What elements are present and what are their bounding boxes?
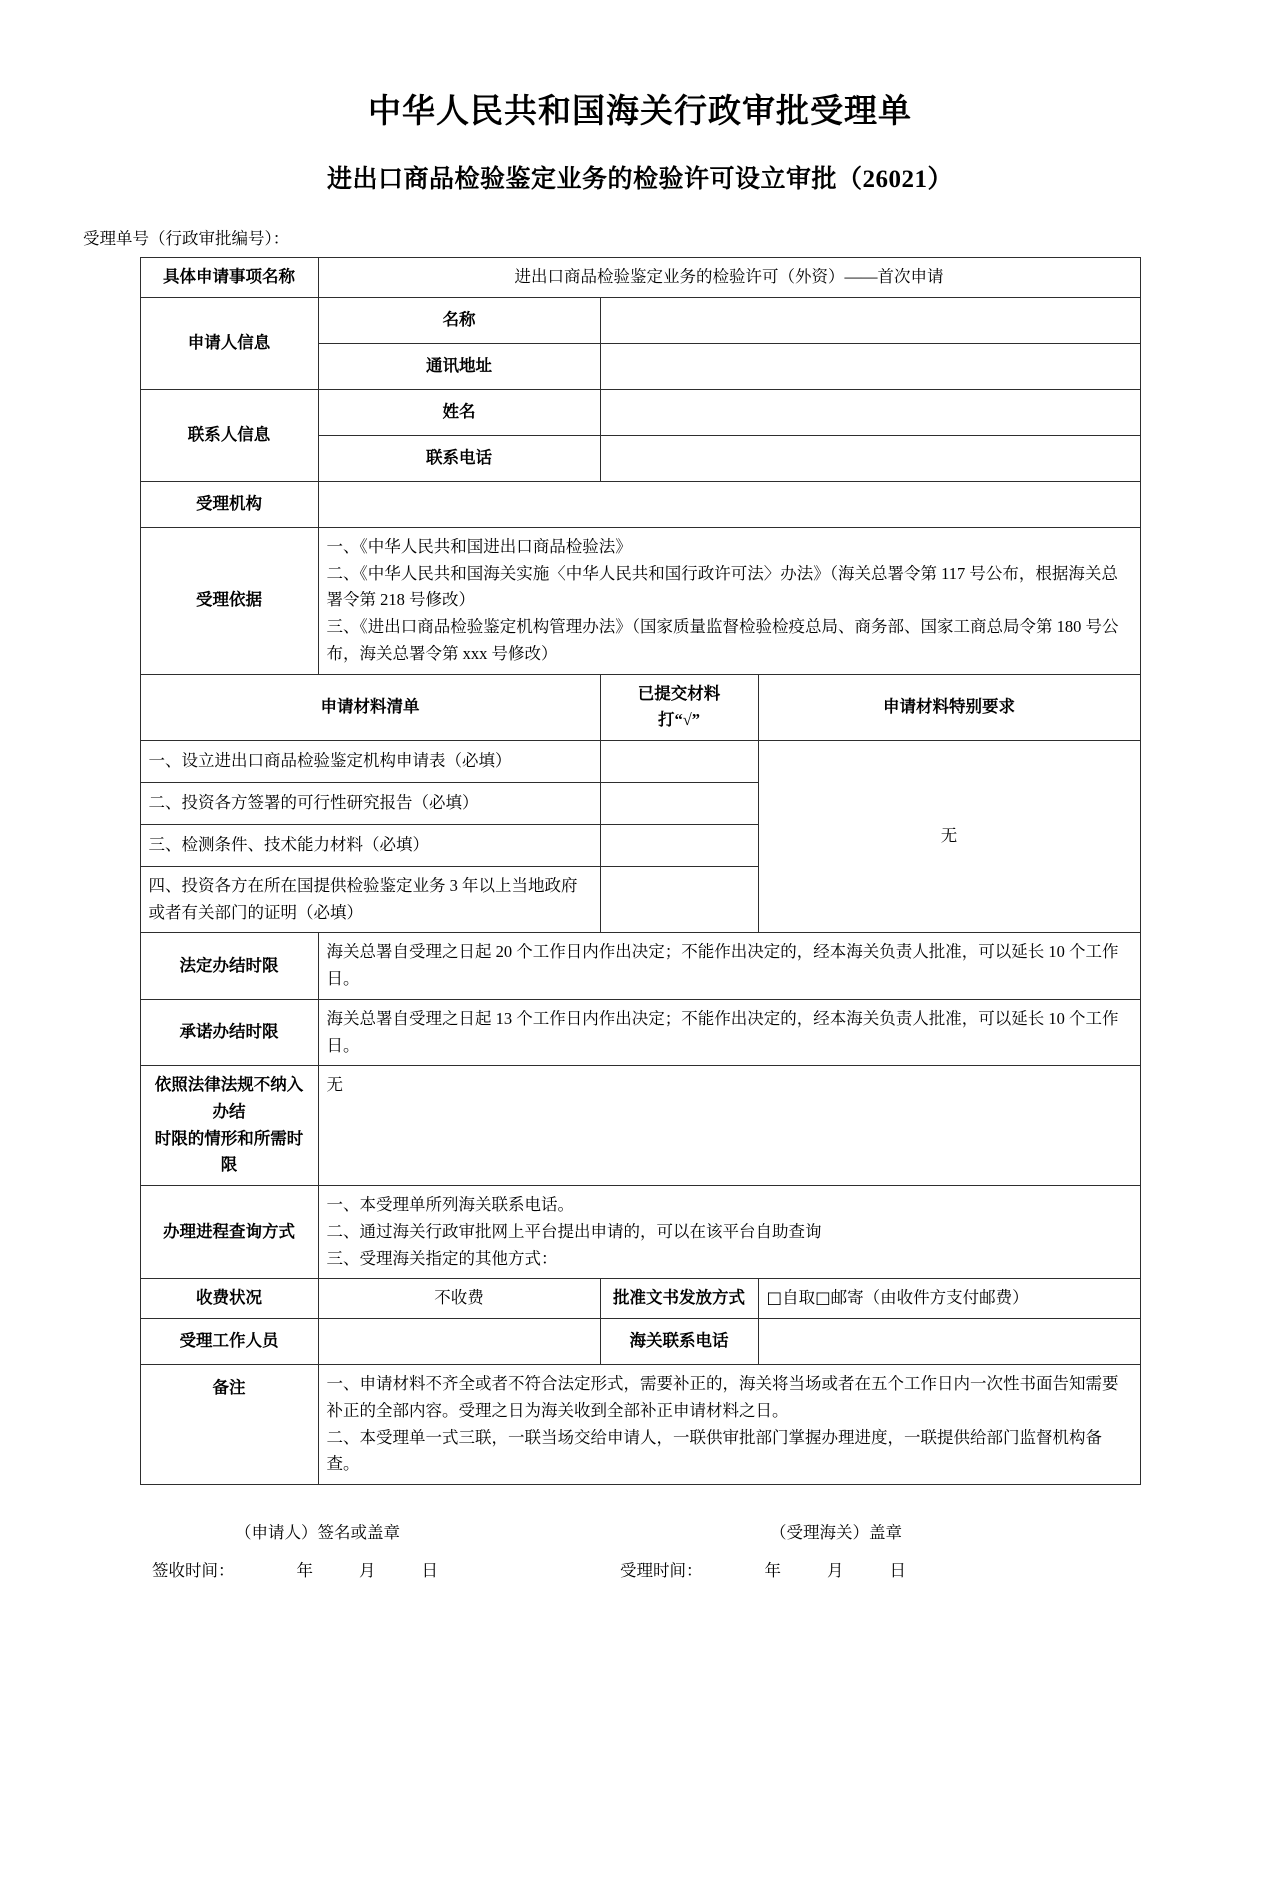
applicant-info-label: 申请人信息: [140, 297, 318, 389]
special-requirement-header: 申请材料特别要求: [758, 674, 1140, 740]
accept-spacer-2: [844, 1557, 890, 1581]
progress-query-label: 办理进程查询方式: [140, 1186, 318, 1279]
material-checkbox-3[interactable]: [600, 825, 758, 867]
material-checkbox-4[interactable]: [600, 867, 758, 933]
page-subtitle: 进出口商品检验鉴定业务的检验许可设立审批（26021）: [326, 166, 953, 194]
table-row-applicant-name: [140, 297, 1140, 343]
excluded-limit-label-line1: 依照法律法规不纳入办结: [154, 1075, 304, 1122]
applicant-name-label: 名称: [318, 297, 600, 343]
remarks-label: 备注: [140, 1365, 318, 1485]
basis-content: [318, 527, 1140, 674]
promised-limit-value: 海关总署自受理之日起 13 个工作日内作出决定；不能作出决定的，经本海关负责人批准，可以延长 10 个工作日。: [318, 999, 1140, 1065]
table-row-basis: [140, 527, 1140, 674]
receipt-time-month[interactable]: 月: [359, 1560, 376, 1580]
submitted-check-header-line1: 已提交材料: [637, 683, 721, 703]
accept-time-label: 受理时间：: [620, 1560, 703, 1580]
customs-phone-label: 海关联系电话: [600, 1319, 758, 1365]
progress-query-line-2: 二、通过海关行政审批网上平台提出申请的，可以在该平台自助查询: [326, 1221, 822, 1241]
accept-org-field[interactable]: [318, 481, 1140, 527]
receipt-time-day[interactable]: 日: [421, 1560, 438, 1580]
receipt-time-year[interactable]: 年: [296, 1560, 313, 1580]
accept-time-year[interactable]: 年: [764, 1560, 781, 1580]
basis-line-2: 二、《中华人民共和国海关实施〈中华人民共和国行政许可法〉办法》（海关总署令第 117 号公布，根据海关总署令第 218 号修改）: [326, 563, 1118, 610]
basis-line-3: 三、《进出口商品检验鉴定机构管理办法》（国家质量监督检验检疫总局、商务部、国家工商总局令第 180 号公布，海关总署令第 xxx 号修改）: [326, 617, 1119, 663]
promised-limit-label: 承诺办结时限: [140, 999, 318, 1065]
time-row: [140, 1557, 1140, 1581]
table-row-remarks: [140, 1365, 1140, 1485]
accept-spacer-1: [781, 1557, 827, 1581]
remarks-line-2: 二、本受理单一式三联，一联当场交给申请人，一联供审批部门掌握办理进度，一联提供给部门监督机构备查。: [326, 1427, 1102, 1474]
statutory-limit-label: 法定办结时限: [140, 933, 318, 999]
contact-phone-label: 联系电话: [318, 435, 600, 481]
contact-phone-field[interactable]: [600, 435, 1140, 481]
accept-time-month[interactable]: 月: [827, 1560, 844, 1580]
table-row-statutory-limit: [140, 933, 1140, 999]
material-checkbox-1[interactable]: [600, 741, 758, 783]
table-row-materials-header: [140, 674, 1140, 740]
receipt-time-spacer: [235, 1557, 297, 1581]
table-row: [140, 741, 1140, 783]
progress-query-content: [318, 1186, 1140, 1279]
item-name-value: 进出口商品检验鉴定业务的检验许可（外资）——首次申请: [318, 258, 1140, 298]
progress-query-line-3: 三、受理海关指定的其他方式：: [326, 1248, 558, 1268]
accept-org-label: 受理机构: [140, 481, 318, 527]
applicant-signature-label: （申请人）签名或盖章: [235, 1522, 400, 1542]
progress-query-line-1: 一、本受理单所列海关联系电话。: [326, 1195, 574, 1215]
delivery-method-label: 批准文书发放方式: [600, 1279, 758, 1319]
special-requirement-value: 无: [758, 741, 1140, 933]
submitted-check-header: [600, 674, 758, 740]
accept-time-spacer: [703, 1557, 765, 1581]
table-row-excluded-limit: [140, 1066, 1140, 1186]
signature-row: [140, 1519, 1140, 1543]
excluded-limit-label: [140, 1066, 318, 1186]
table-row-promised-limit: [140, 999, 1140, 1065]
contact-name-field[interactable]: [600, 389, 1140, 435]
basis-label: 受理依据: [140, 527, 318, 674]
accept-time-day[interactable]: 日: [889, 1560, 906, 1580]
material-checkbox-2[interactable]: [600, 783, 758, 825]
receipt-spacer-2: [376, 1557, 422, 1581]
applicant-address-field[interactable]: [600, 343, 1140, 389]
staff-label: 受理工作人员: [140, 1319, 318, 1365]
remarks-content: [318, 1365, 1140, 1485]
excluded-limit-value: 无: [318, 1066, 1140, 1186]
staff-field[interactable]: [318, 1319, 600, 1365]
statutory-limit-value: 海关总署自受理之日起 20 个工作日内作出决定；不能作出决定的，经本海关负责人批准，可以延长 10 个工作日。: [318, 933, 1140, 999]
page-title: 中华人民共和国海关行政审批受理单: [368, 94, 912, 130]
table-row-progress-query: [140, 1186, 1140, 1279]
table-row-contact-name: [140, 389, 1140, 435]
applicant-name-field[interactable]: [600, 297, 1140, 343]
submitted-check-header-line2: 打“√”: [657, 710, 701, 730]
customs-phone-field[interactable]: [758, 1319, 1140, 1365]
form-footer: [140, 1519, 1140, 1581]
table-row-staff: [140, 1319, 1140, 1365]
basis-line-1: 一、《中华人民共和国进出口商品检验法》: [326, 536, 632, 556]
table-row-item-name: [140, 258, 1140, 298]
material-item-1: 一、设立进出口商品检验鉴定机构申请表（必填）: [140, 741, 600, 783]
remarks-line-1: 一、申请材料不齐全或者不符合法定形式，需要补正的，海关将当场或者在五个工作日内一次性书面告知需要补正的全部内容。受理之日为海关收到全部补正申请材料之日。: [326, 1374, 1119, 1420]
fee-status-value: 不收费: [318, 1279, 600, 1319]
material-item-3: 三、检测条件、技术能力材料（必填）: [140, 825, 600, 867]
doc-number-label: 受理单号（行政审批编号）：: [83, 229, 290, 249]
applicant-address-label: 通讯地址: [318, 343, 600, 389]
contact-info-label: 联系人信息: [140, 389, 318, 481]
excluded-limit-label-line2: 时限的情形和所需时限: [154, 1128, 304, 1175]
material-item-2: 二、投资各方签署的可行性研究报告（必填）: [140, 783, 600, 825]
table-row-fee-status: [140, 1279, 1140, 1319]
table-row-accept-org: [140, 481, 1140, 527]
receipt-time-label: 签收时间：: [152, 1560, 235, 1580]
contact-name-label: 姓名: [318, 389, 600, 435]
document-page: [0, 92, 1280, 1903]
material-item-4: 四、投资各方在所在国提供检验鉴定业务 3 年以上当地政府或者有关部门的证明（必填）: [140, 867, 600, 933]
item-name-label: 具体申请事项名称: [140, 258, 318, 298]
customs-seal-label: （受理海关）盖章: [770, 1522, 902, 1542]
approval-form-table: [140, 257, 1141, 1485]
delivery-method-value[interactable]: □自取□邮寄（由收件方支付邮费）: [758, 1279, 1140, 1319]
materials-list-header: 申请材料清单: [140, 674, 600, 740]
receipt-spacer-1: [313, 1557, 359, 1581]
fee-status-label: 收费状况: [140, 1279, 318, 1319]
